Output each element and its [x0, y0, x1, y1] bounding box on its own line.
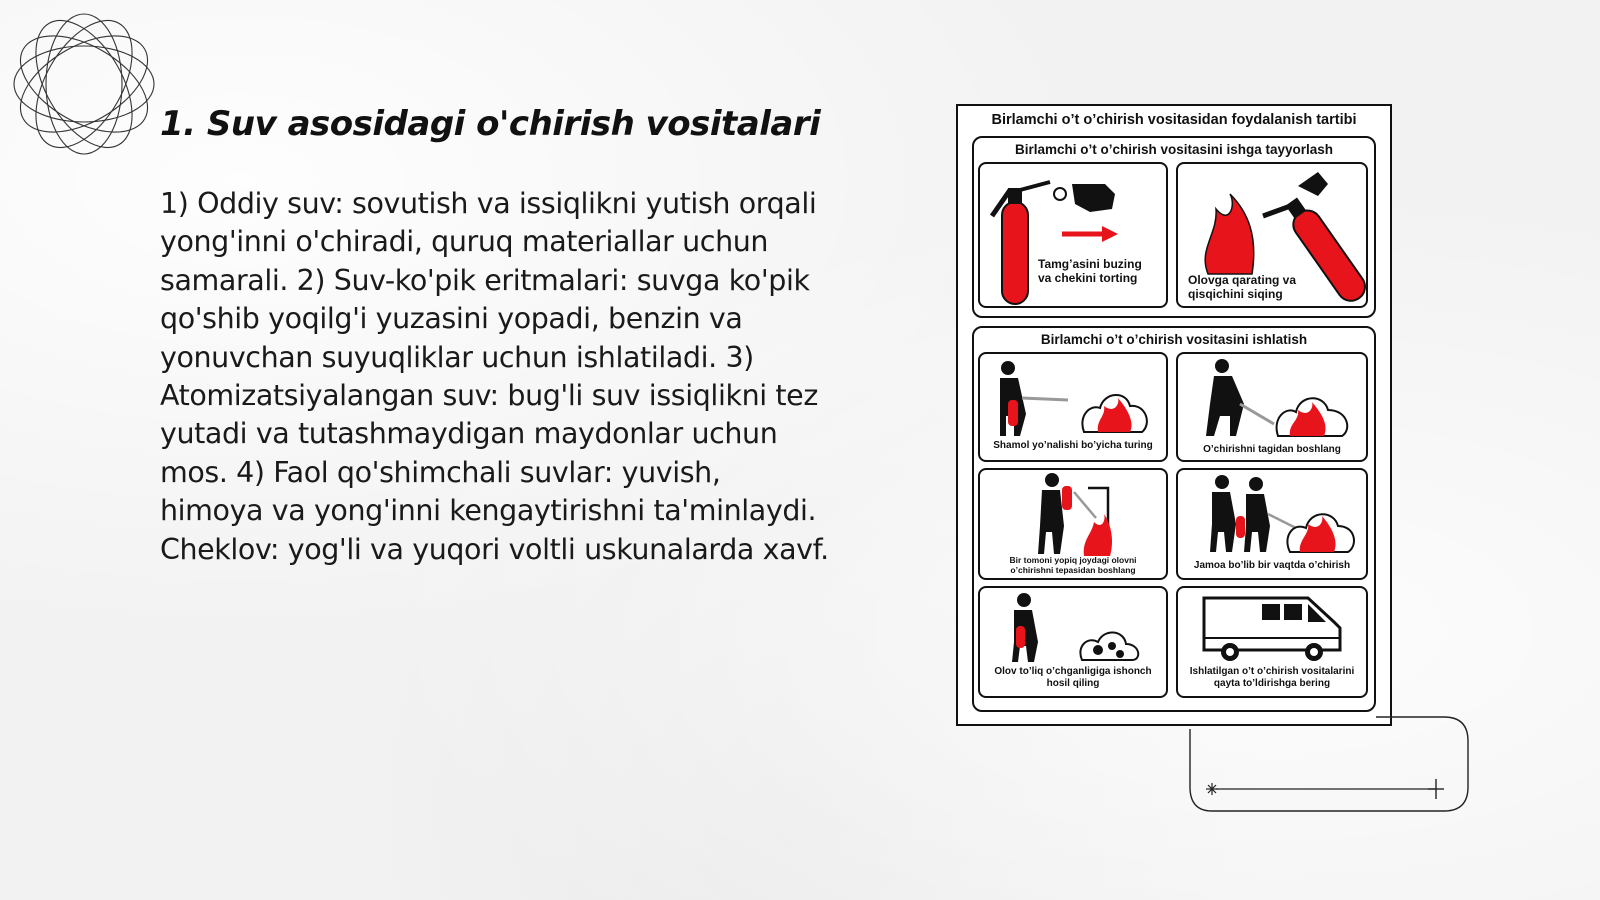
section-title-preparation: Birlamchi o’t o’chirish vositasini ishga tayyorlash — [1014, 142, 1334, 157]
poster-section-usage — [972, 326, 1376, 712]
cell-caption-door: Bir tomoni yopiq joydagi olovni o’chirishni tepasidan boshlang — [1009, 555, 1137, 575]
fire-safety-poster — [956, 104, 1392, 726]
poster-cell-smoke — [978, 586, 1168, 698]
poster-cell-team — [1176, 468, 1368, 580]
poster-cell-refill — [1176, 586, 1368, 698]
poster-section-preparation — [972, 136, 1376, 318]
slide-body-text: 1) Oddiy suv: sovutish va issiqlikni yutish orqali yong'inni o'chiradi, quruq materiallar uchun samarali. 2) Suv-ko'pik eritmalari: suvga ko'pik qo'shib yoqilg'i yuzasini yopadi, benzin va yonuvchan suyuqliklar uchun ishlatiladi. 3) Atomizatsiyalangan suv: bug'li suv issiqlikni tez yutadi va tutashmaydigan maydonlar uchun mos. 4) Faol qo'shimchali suvlar: yuvish, himoya va yong'inni kengaytirishni ta'minlaydi. Cheklov: yog'li va yuqori voltli uskunalarda xavf. — [160, 187, 829, 566]
poster-cell-aim-squeeze — [1176, 162, 1368, 308]
cell-caption-refill: Ishlatilgan o’t o’chirish vositalarini qayta to’ldirishga bering — [1189, 666, 1355, 689]
cell-caption-smoke: Olov to’liq o’chganligiga ishonch hosil qiling — [994, 666, 1152, 689]
poster-cell-pull-pin — [978, 162, 1168, 308]
decorative-frame-icon — [1188, 715, 1470, 813]
poster-title: Birlamchi o’t o’chirish vositasidan foydalanish tartibi — [991, 112, 1357, 128]
cell-caption-base: O’chirishni tagidan boshlang — [1203, 444, 1341, 455]
poster-cell-door — [978, 468, 1168, 580]
cell-caption-aim-squeeze: Olovga qarating va qisqichini siqing — [1188, 273, 1297, 301]
cell-caption-team: Jamoa bo’lib bir vaqtda o’chirish — [1193, 560, 1351, 571]
decorative-rings-icon — [8, 8, 160, 160]
extinguisher-pin-icon — [980, 164, 1168, 308]
cell-caption-wind: Shamol yo’nalishi bo’yicha turing — [993, 440, 1153, 451]
cell-caption-pull-pin: Tamg’asini buzing va chekini torting — [1038, 257, 1142, 285]
section-title-usage: Birlamchi o’t o’chirish vositasini ishlatish — [1040, 332, 1308, 347]
poster-cell-base — [1176, 352, 1368, 462]
slide-title: 1. Suv asosidagi o'chirish vositalari — [160, 104, 821, 144]
poster-cell-wind — [978, 352, 1168, 462]
